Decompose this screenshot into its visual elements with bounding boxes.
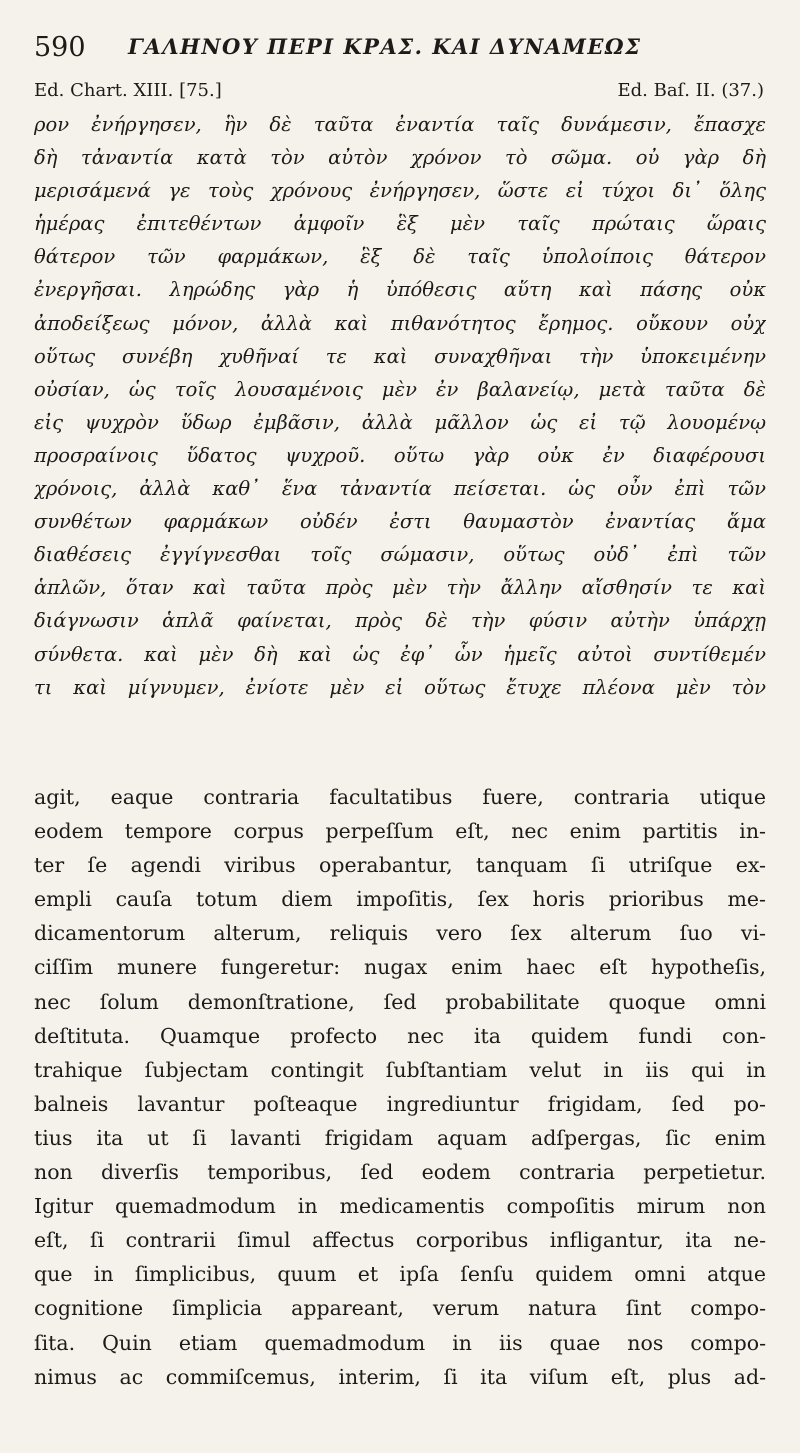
latin-text-line: agit, eaque contraria facultatibus fuere, contraria utique [34,785,766,809]
greek-text-line: μερισάμενά γε τοὺς χρόνους ἐνήργησεν, ὥστε εἰ τύχοι δι᾿ ὅλης [34,179,766,203]
latin-text-line: balneis lavantur poſteaque ingrediuntur frigidam, ſed po- [34,1091,766,1116]
greek-text-line: οὕτως συνέβη χυθῆναί τε καὶ συναχθῆναι τὴν ὑποκειμένην [34,344,766,368]
latin-text-line: non diverſis temporibus, ſed eodem contraria perpetietur. [34,1160,766,1185]
latin-translation-column [34,780,766,1394]
edition-basel-reference: Ed. Baſ. II. (37.) [617,80,764,101]
greek-text-line: ἁπλῶν, ὅταν καὶ ταῦτα πρὸς μὲν τὴν ἄλλην αἴσθησίν τε καὶ [34,576,766,600]
edition-reference-line [34,80,764,108]
greek-text-line: ἀποδείξεως μόνον, ἀλλὰ καὶ πιθανότητος ἔρημος. οὔκουν οὐχ [34,311,766,335]
greek-text-line: εἰς ψυχρὸν ὕδωρ ἐμβᾶσιν, ἀλλὰ μᾶλλον ὡς εἰ τῷ λουομένῳ [34,410,766,434]
latin-text-line: dicamentorum alterum, reliquis vero ſex alterum ſuo vi- [34,921,766,946]
greek-text-line: συνθέτων φαρμάκων οὐδέν ἐστι θαυμαστὸν ἐναντίας ἅμα [34,510,766,534]
greek-text-line: διαθέσεις ἐγγίγνεσθαι τοῖς σώμασιν, οὕτως οὐδ᾿ ἐπὶ τῶν [34,543,766,567]
greek-text-line: χρόνοις, ἀλλὰ καθ᾿ ἕνα τἀναντία πείσεται. ὡς οὖν ἐπὶ τῶν [34,477,766,501]
greek-text-line: θάτερον τῶν φαρμάκων, ἓξ δὲ ταῖς ὑπολοίποις θάτερον [34,245,766,269]
page-header [34,28,774,68]
latin-text-line: trahique ſubjectam contingit ſubſtantiam velut in iis qui in [34,1057,766,1082]
latin-text-line: tius ita ut ſi lavanti frigidam aquam adſpergas, ſic enim [34,1125,766,1150]
greek-text-line: τι καὶ μίγνυμεν, ἐνίοτε μὲν εἰ οὕτως ἔτυχε πλέονα μὲν τὸν [34,675,766,699]
greek-text-line: ἐνεργῆσαι. ληρώδης γὰρ ἡ ὑπόθεσις αὕτη καὶ πάσης οὐκ [34,278,766,302]
greek-text-line: οὐσίαν, ὡς τοῖς λουσαμένοις μὲν ἐν βαλανείῳ, μετὰ ταῦτα δὲ [34,377,766,401]
greek-text-line: ἡμέρας ἐπιτεθέντων ἀμφοῖν ἓξ μὲν ταῖς πρώταις ὥραις [34,212,766,236]
latin-text-line: que in ſimplicibus, quum et ipſa ſenſu quidem omni atque [34,1262,766,1287]
latin-text-line: cognitione ſimplicia appareant, verum natura ſint compo- [34,1296,766,1321]
greek-text-line: σύνθετα. καὶ μὲν δὴ καὶ ὡς ἐφ᾿ ὧν ἡμεῖς αὐτοὶ συντίθεμέν [34,642,766,666]
latin-text-line: empli cauſa totum diem impoſitis, ſex horis prioribus me- [34,887,766,912]
page-number: 590 [34,32,86,63]
greek-text-line: διάγνωσιν ἁπλᾶ φαίνεται, πρὸς δὲ τὴν φύσιν αὐτὴν ὑπάρχῃ [34,609,766,633]
greek-text-line: ρον ἐνήργησεν, ἣν δὲ ταῦτα ἐναντία ταῖς δυνάμεσιν, ἔπασχε [34,113,766,136]
latin-text-line: eodem tempore corpus perpeſſum eſt, nec enim partitis in- [34,819,766,844]
greek-text-column [34,108,766,704]
latin-text-line: eſt, ſi contrarii ſimul affectus corporibus infligantur, ita ne- [34,1228,766,1253]
running-title: ΓΑΛΗΝΟΥ ΠΕΡΙ ΚΡΑΣ. ΚΑΙ ΔΥΝΑΜΕΩΣ [128,34,642,59]
latin-text-line: ciſſim munere fungeretur: nugax enim haec eſt hypotheſis, [34,955,766,980]
latin-text-line: Igitur quemadmodum in medicamentis compoſitis mirum non [34,1194,766,1219]
greek-text-line: δὴ τἀναντία κατὰ τὸν αὐτὸν χρόνον τὸ σῶμα. οὐ γὰρ δὴ [34,146,766,170]
latin-text-line: deſtituta. Quamque profecto nec ita quidem fundi con- [34,1023,766,1048]
edition-chartier-reference: Ed. Chart. XIII. [75.] [34,80,222,101]
latin-text-line: nec ſolum demonſtratione, ſed probabilitate quoque omni [34,989,766,1014]
latin-text-line: nimus ac commiſcemus, interim, ſi ita viſum eſt, plus ad- [34,1364,766,1389]
latin-text-line: ter ſe agendi viribus operabantur, tanquam ſi utriſque ex- [34,853,766,878]
greek-text-line: προσραίνοις ὕδατος ψυχροῦ. οὕτω γὰρ οὐκ ἐν διαφέρουσι [34,443,766,467]
latin-text-line: ſita. Quin etiam quemadmodum in iis quae nos compo- [34,1330,766,1355]
